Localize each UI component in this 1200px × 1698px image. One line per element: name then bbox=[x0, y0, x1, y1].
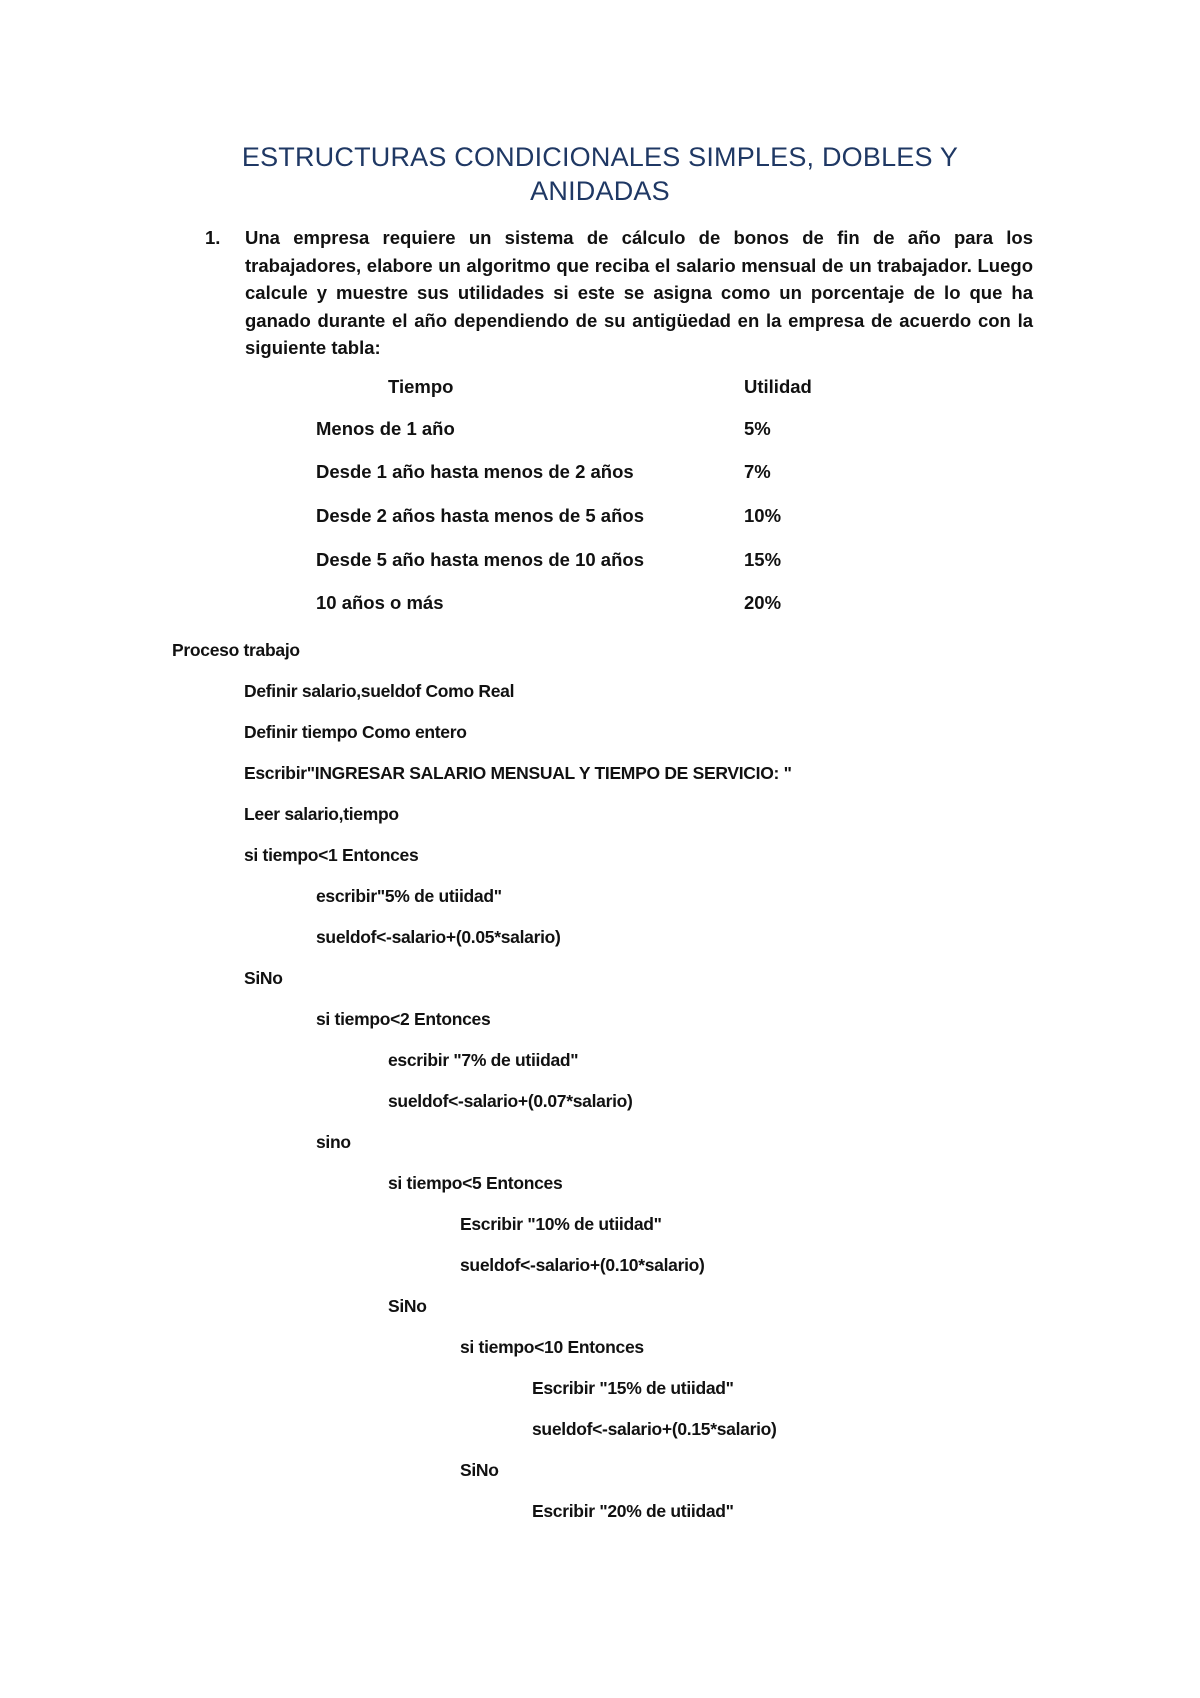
code-line: si tiempo<10 Entonces bbox=[460, 1337, 644, 1357]
table-row bbox=[0, 418, 1200, 448]
table-cell-utilidad: 15% bbox=[744, 549, 782, 570]
code-line: Escribir "10% de utiidad" bbox=[460, 1214, 662, 1234]
table-cell-tiempo: Desde 1 año hasta menos de 2 años bbox=[316, 461, 634, 482]
table-cell-utilidad: 7% bbox=[744, 461, 771, 482]
code-line: sueldof<-salario+(0.10*salario) bbox=[460, 1255, 705, 1275]
code-line: Escribir "15% de utiidad" bbox=[532, 1378, 734, 1398]
table-cell-utilidad: 5% bbox=[744, 418, 771, 439]
code-line: si tiempo<2 Entonces bbox=[316, 1009, 491, 1029]
utility-table bbox=[0, 376, 1200, 626]
problem-number: 1. bbox=[205, 227, 221, 248]
table-cell-tiempo: Menos de 1 año bbox=[316, 418, 455, 439]
problem-text: Una empresa requiere un sistema de cálculo de bonos de fin de año para los trabajadores, elabore un algoritmo que reciba el salario mensual de un trabajador. Luego calcule y muestre sus utilidades si este se asigna como un porcentaje de lo que ha ganado durante el año dependiendo de su antigüedad en la empresa de acuerdo con la siguiente tabla: bbox=[245, 227, 1033, 358]
title-line-2: ANIDADAS bbox=[530, 176, 670, 206]
code-line: Definir salario,sueldof Como Real bbox=[244, 681, 515, 701]
document-title bbox=[150, 140, 1050, 208]
table-header-tiempo: Tiempo bbox=[388, 376, 454, 397]
table-cell-tiempo: 10 años o más bbox=[316, 592, 444, 613]
code-line: SiNo bbox=[244, 968, 283, 988]
code-line: SiNo bbox=[460, 1460, 499, 1480]
code-line: Leer salario,tiempo bbox=[244, 804, 399, 824]
code-line: si tiempo<5 Entonces bbox=[388, 1173, 563, 1193]
table-cell-utilidad: 20% bbox=[744, 592, 782, 613]
code-line: escribir "7% de utiidad" bbox=[388, 1050, 579, 1070]
code-line: escribir"5% de utiidad" bbox=[316, 886, 502, 906]
code-line: Escribir"INGRESAR SALARIO MENSUAL Y TIEMPO DE SERVICIO: " bbox=[244, 763, 792, 783]
code-line: sino bbox=[316, 1132, 351, 1152]
table-cell-utilidad: 10% bbox=[744, 505, 782, 526]
code-line: si tiempo<1 Entonces bbox=[244, 845, 419, 865]
table-row bbox=[0, 592, 1200, 622]
table-cell-tiempo: Desde 2 años hasta menos de 5 años bbox=[316, 505, 644, 526]
table-cell-tiempo: Desde 5 año hasta menos de 10 años bbox=[316, 549, 644, 570]
title-line-1: ESTRUCTURAS CONDICIONALES SIMPLES, DOBLES Y bbox=[241, 142, 959, 172]
code-line: Proceso trabajo bbox=[172, 640, 300, 660]
code-line: SiNo bbox=[388, 1296, 427, 1316]
table-header-utilidad: Utilidad bbox=[744, 376, 812, 397]
code-line: sueldof<-salario+(0.05*salario) bbox=[316, 927, 561, 947]
table-row bbox=[0, 549, 1200, 579]
code-line: sueldof<-salario+(0.07*salario) bbox=[388, 1091, 633, 1111]
table-row bbox=[0, 461, 1200, 491]
table-row bbox=[0, 505, 1200, 535]
code-line: sueldof<-salario+(0.15*salario) bbox=[532, 1419, 777, 1439]
code-line: Escribir "20% de utiidad" bbox=[532, 1501, 734, 1521]
code-line: Definir tiempo Como entero bbox=[244, 722, 467, 742]
problem-statement bbox=[205, 224, 1033, 362]
